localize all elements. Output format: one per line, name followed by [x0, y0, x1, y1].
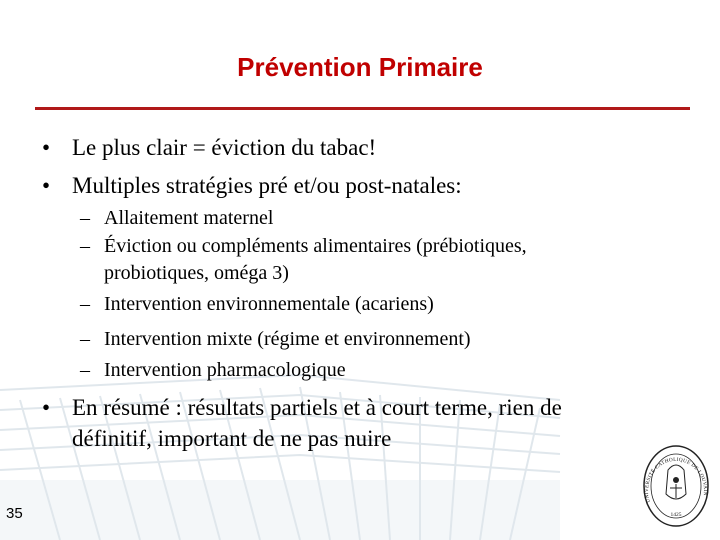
- slide-title: Prévention Primaire: [237, 52, 483, 82]
- dash-marker: –: [80, 293, 90, 315]
- bullet-marker: •: [42, 395, 51, 420]
- sub-bullet-text: Allaitement maternel: [104, 207, 274, 229]
- svg-text:1425: 1425: [670, 512, 682, 518]
- page-number: 35: [6, 505, 23, 522]
- university-seal-logo: [640, 440, 712, 530]
- bullet-text: définitif, important de ne pas nuire: [72, 426, 392, 451]
- sub-bullet-text: Éviction ou compléments alimentaires (prébiotiques,: [104, 235, 527, 257]
- sub-bullet-text: Intervention mixte (régime et environnement): [104, 328, 471, 350]
- bullet-text: Multiples stratégies pré et/ou post-natales:: [72, 173, 462, 198]
- sub-bullet-text: Intervention environnementale (acariens): [104, 293, 434, 315]
- bullet-marker: •: [42, 173, 51, 198]
- title-underline: [35, 107, 690, 110]
- sub-bullet-text: probiotiques, oméga 3): [104, 262, 289, 284]
- bullet-marker: •: [42, 135, 51, 160]
- svg-text:UNIVERSITÉ CATHOLIQUE DE LOUVA: UNIVERSITÉ CATHOLIQUE DE LOUVAIN: [643, 456, 709, 504]
- bullet-text: En résumé : résultats partiels et à court terme, rien de: [72, 395, 562, 420]
- dash-marker: –: [80, 359, 90, 381]
- sub-bullet-text: Intervention pharmacologique: [104, 359, 346, 381]
- dash-marker: –: [80, 328, 90, 350]
- dash-marker: –: [80, 235, 90, 257]
- dash-marker: –: [80, 207, 90, 229]
- bullet-text: Le plus clair = éviction du tabac!: [72, 135, 377, 160]
